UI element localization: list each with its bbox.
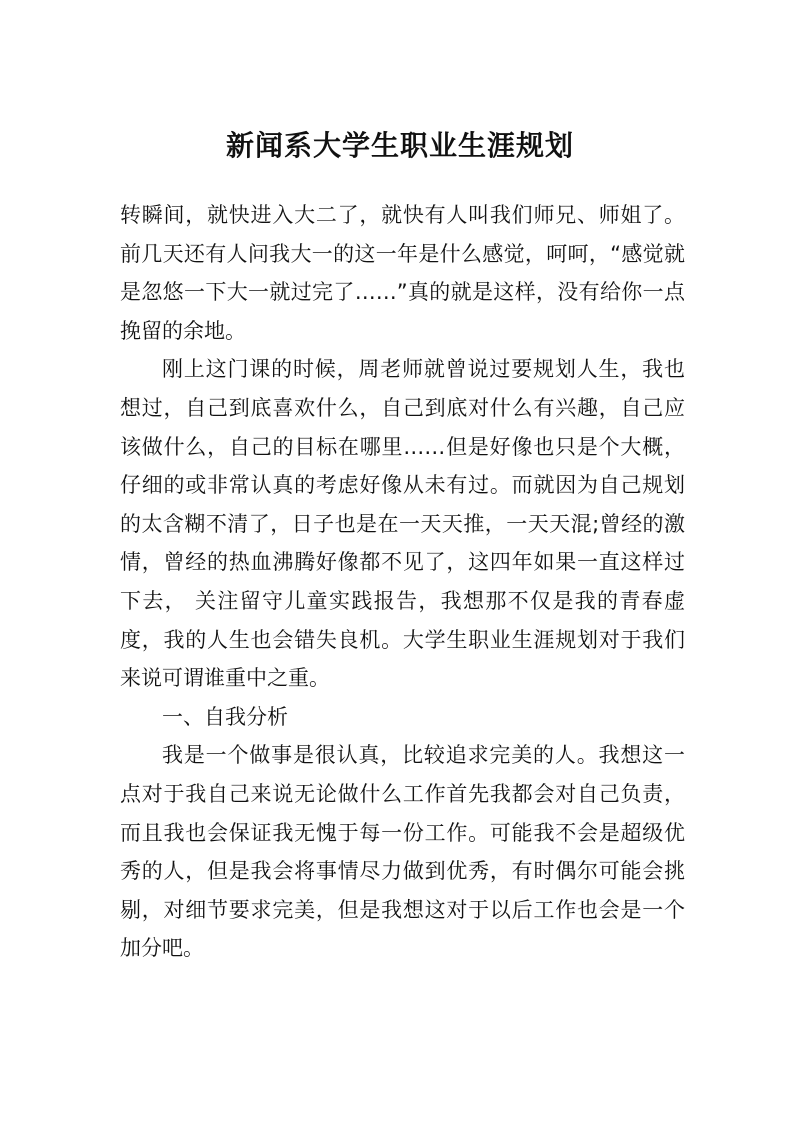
document-body <box>120 196 685 968</box>
section-heading-self-analysis: 一、自我分析 <box>162 704 288 729</box>
paragraph-course-reflection: 刚上这门课的时候，周老师就曾说过要规划人生，我也想过，自己到底喜欢什么，自己到底对什么有兴趣，自己应该做什么，自己的目标在哪里……但是好像也只是个大概，仔细的或非常认真的考虑好像从未有过。而就因为自己规划的太含糊不清了，日子也是在一天天推，一天天混;曾经的激情，曾经的热血沸腾好像都不见了，这四年如果一直这样过下去， 关注留守儿童实践报告，我想那不仅是我的青春虚度，我的人生也会错失良机。大学生职业生涯规划对于我们来说可谓谁重中之重。 <box>120 357 685 691</box>
paragraph-intro: 转瞬间，就快进入大二了，就快有人叫我们师兄、师姐了。前几天还有人问我大一的这一年是什么感觉，呵呵，“感觉就是忽悠一下大一就过完了……”真的就是这样，没有给你一点挽留的余地。 <box>120 203 685 343</box>
document-title: 新闻系大学生职业生涯规划 <box>225 129 574 162</box>
paragraph-self-analysis: 我是一个做事是很认真，比较追求完美的人。我想这一点对于我自己来说无论做什么工作首先我都会对自己负责，而且我也会保证我无愧于每一份工作。可能我不会是超级优秀的人，但是我会将事情尽力做到优秀，有时偶尔可能会挑剔，对细节要求完美，但是我想这对于以后工作也会是一个加分吧。 <box>120 743 685 961</box>
